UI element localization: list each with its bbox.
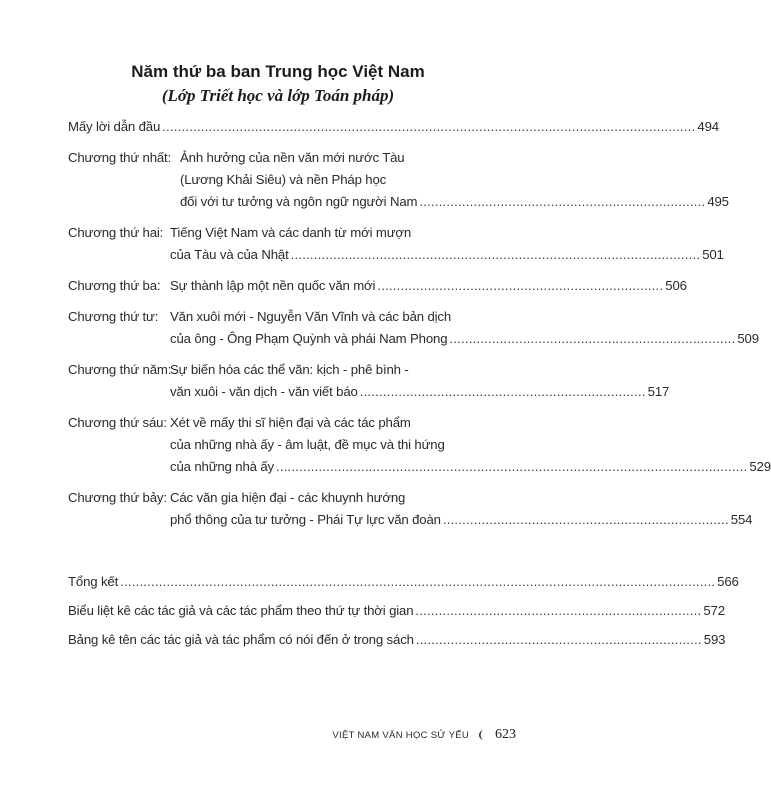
- chapter-label: Chương thứ tư:: [68, 309, 159, 324]
- leader-dots: ..........................................................................: [415, 632, 702, 647]
- page-number: 623: [495, 727, 516, 742]
- leader-dots: ..........................................................................................................................................: [162, 119, 696, 134]
- chapter-label: Chương thứ bảy:: [68, 490, 167, 505]
- toc-entry-chapter-1[interactable]: [68, 147, 729, 213]
- chapter-label: Chương thứ ba:: [68, 278, 161, 293]
- table-of-contents: [68, 116, 771, 651]
- leader-dots: ..........................................................................................................................................................: [120, 574, 716, 589]
- chapter-title-line: Sự biến hóa các thể văn: kịch - phê bình -: [170, 362, 409, 377]
- chapter-title-line: (Lương Khải Siêu) và nền Pháp học: [180, 172, 387, 187]
- leader-dots: ..........................................................................: [415, 603, 702, 618]
- chapter-label: Chương thứ năm:: [68, 362, 172, 377]
- toc-entry-chapter-3[interactable]: [68, 275, 687, 297]
- toc-entry-text: Biểu liệt kê các tác giả và các tác phẩm theo thứ tự thời gian: [68, 603, 414, 618]
- chapter-title-line: Sự thành lập một nền quốc văn mới: [170, 278, 376, 293]
- chapter-title-line: Xét về mấy thi sĩ hiện đại và các tác phẩm: [170, 415, 411, 430]
- page-footer: [332, 727, 516, 743]
- toc-entry-index[interactable]: [68, 629, 726, 651]
- toc-page-number: 566: [717, 574, 739, 589]
- toc-entry-chronology[interactable]: [68, 600, 725, 622]
- toc-page-number: 509: [737, 331, 759, 346]
- toc-entry-text: Tổng kết: [68, 574, 119, 589]
- chapter-title-line: Văn xuôi mới - Nguyễn Văn Vĩnh và các bản dịch: [170, 309, 452, 324]
- toc-entry-chapter-5[interactable]: [68, 359, 670, 403]
- chapter-title-line: của những nhà ấy - âm luật, đề mục và thi hứng: [170, 437, 445, 452]
- leader-dots: ..........................................................................: [377, 278, 664, 293]
- toc-page-number: 494: [697, 119, 719, 134]
- chapter-title-line: của những nhà ấy: [170, 459, 274, 474]
- chapter-title-line: phổ thông của tư tưởng - Phái Tự lực văn đoàn: [170, 512, 441, 527]
- toc-entry-text: Mấy lời dẫn đầu: [68, 119, 161, 134]
- chapter-title-line: Các văn gia hiện đại - các khuynh hướng: [170, 490, 406, 505]
- chapter-title-line: của Tàu và của Nhật: [170, 247, 289, 262]
- toc-page-number: 593: [703, 632, 726, 647]
- toc-page-number: 517: [647, 384, 670, 399]
- chapter-title-line: văn xuôi - văn dịch - văn viết báo: [170, 384, 358, 399]
- toc-entry-summary[interactable]: [68, 571, 739, 593]
- toc-entry-chapter-2[interactable]: [68, 222, 724, 266]
- toc-entry-chapter-4[interactable]: [68, 306, 759, 350]
- toc-page-number: 529: [749, 459, 771, 474]
- toc-entry-preface[interactable]: [68, 116, 719, 138]
- chapter-label: Chương thứ nhất:: [68, 150, 172, 165]
- leader-dots: ..........................................................................: [359, 384, 646, 399]
- leader-dots: ..........................................................................: [419, 194, 706, 209]
- toc-page-number: 501: [702, 247, 724, 262]
- leader-dots: ..........................................................................................................................: [275, 459, 748, 474]
- leader-dots: ..........................................................................: [449, 331, 736, 346]
- toc-entry-text: Bảng kê tên các tác giả và tác phẩm có nói đến ở trong sách: [68, 632, 414, 647]
- section-title: Năm thứ ba ban Trung học Việt Nam: [131, 62, 425, 81]
- leader-dots: ..........................................................................: [442, 512, 729, 527]
- toc-page-number: 495: [707, 194, 729, 209]
- half-moon-icon: [476, 729, 488, 741]
- chapter-label: Chương thứ sáu:: [68, 415, 167, 430]
- leader-dots: ..........................................................................................................: [290, 247, 701, 262]
- section-subtitle: (Lớp Triết học và lớp Toán pháp): [161, 86, 395, 105]
- toc-page-number: 572: [703, 603, 725, 618]
- toc-page-number: 554: [730, 512, 753, 527]
- toc-entry-chapter-6[interactable]: [68, 412, 771, 478]
- toc-entry-chapter-7[interactable]: [68, 487, 753, 531]
- chapter-title-line: của ông - Ông Phạm Quỳnh và phái Nam Phong: [170, 331, 448, 346]
- chapter-title-line: Ảnh hưởng của nền văn mới nước Tàu: [180, 150, 405, 165]
- chapter-title-line: Tiếng Việt Nam và các danh từ mới mượn: [170, 225, 412, 240]
- chapter-title-line: đối với tư tưởng và ngôn ngữ người Nam: [180, 194, 418, 209]
- toc-page-number: 506: [665, 278, 687, 293]
- chapter-label: Chương thứ hai:: [68, 225, 164, 240]
- running-title: VIỆT NAM VĂN HỌC SỬ YẾU: [332, 729, 469, 741]
